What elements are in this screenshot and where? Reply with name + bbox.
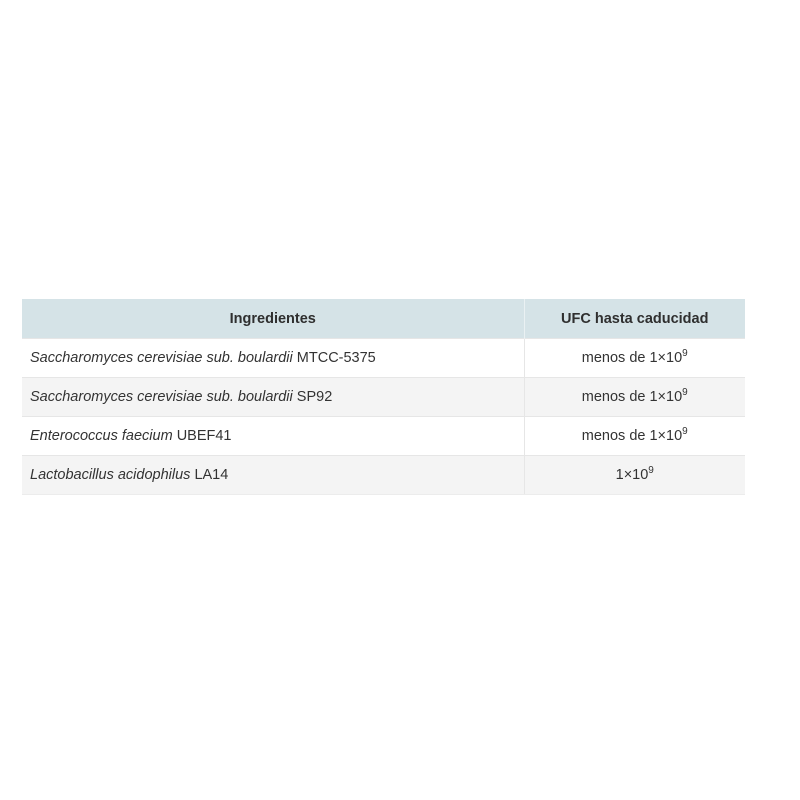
ufc-value: menos de 1×10: [581, 428, 683, 444]
ufc-exponent: 9: [682, 387, 688, 398]
table-body: [22, 339, 745, 495]
ufc-cell: [524, 456, 745, 495]
ingredient-cell: [22, 417, 524, 456]
species-name: Enterococcus faecium: [30, 428, 173, 444]
species-name: Saccharomyces cerevisiae sub. boulardii: [30, 389, 293, 405]
ufc-cell: [524, 339, 745, 378]
strain-code: UBEF41: [176, 428, 232, 444]
species-name: Saccharomyces cerevisiae sub. boulardii: [30, 350, 293, 366]
ingredient-cell: [22, 378, 524, 417]
ingredient-cell: [22, 339, 524, 378]
ufc-value: menos de 1×10: [581, 389, 683, 405]
ingredient-cell: [22, 456, 524, 495]
ufc-exponent: 9: [648, 465, 654, 476]
header-ufc: UFC hasta caducidad: [524, 299, 745, 339]
table-row: [22, 339, 745, 378]
header-ingredients: Ingredientes: [22, 299, 524, 339]
ufc-cell: [524, 417, 745, 456]
ufc-cell: [524, 378, 745, 417]
strain-code: LA14: [194, 467, 229, 483]
ufc-exponent: 9: [682, 426, 688, 437]
header-row: [22, 299, 745, 339]
ufc-value: 1×10: [615, 467, 649, 483]
strain-code: MTCC-5375: [296, 350, 376, 366]
table-header: [22, 299, 745, 339]
ingredients-table: [22, 299, 745, 495]
species-name: Lactobacillus acidophilus: [30, 467, 191, 483]
ufc-value: menos de 1×10: [581, 350, 683, 366]
table-row: [22, 378, 745, 417]
table-row: [22, 417, 745, 456]
ufc-exponent: 9: [682, 348, 688, 359]
strain-code: SP92: [296, 389, 333, 405]
table-row: [22, 456, 745, 495]
